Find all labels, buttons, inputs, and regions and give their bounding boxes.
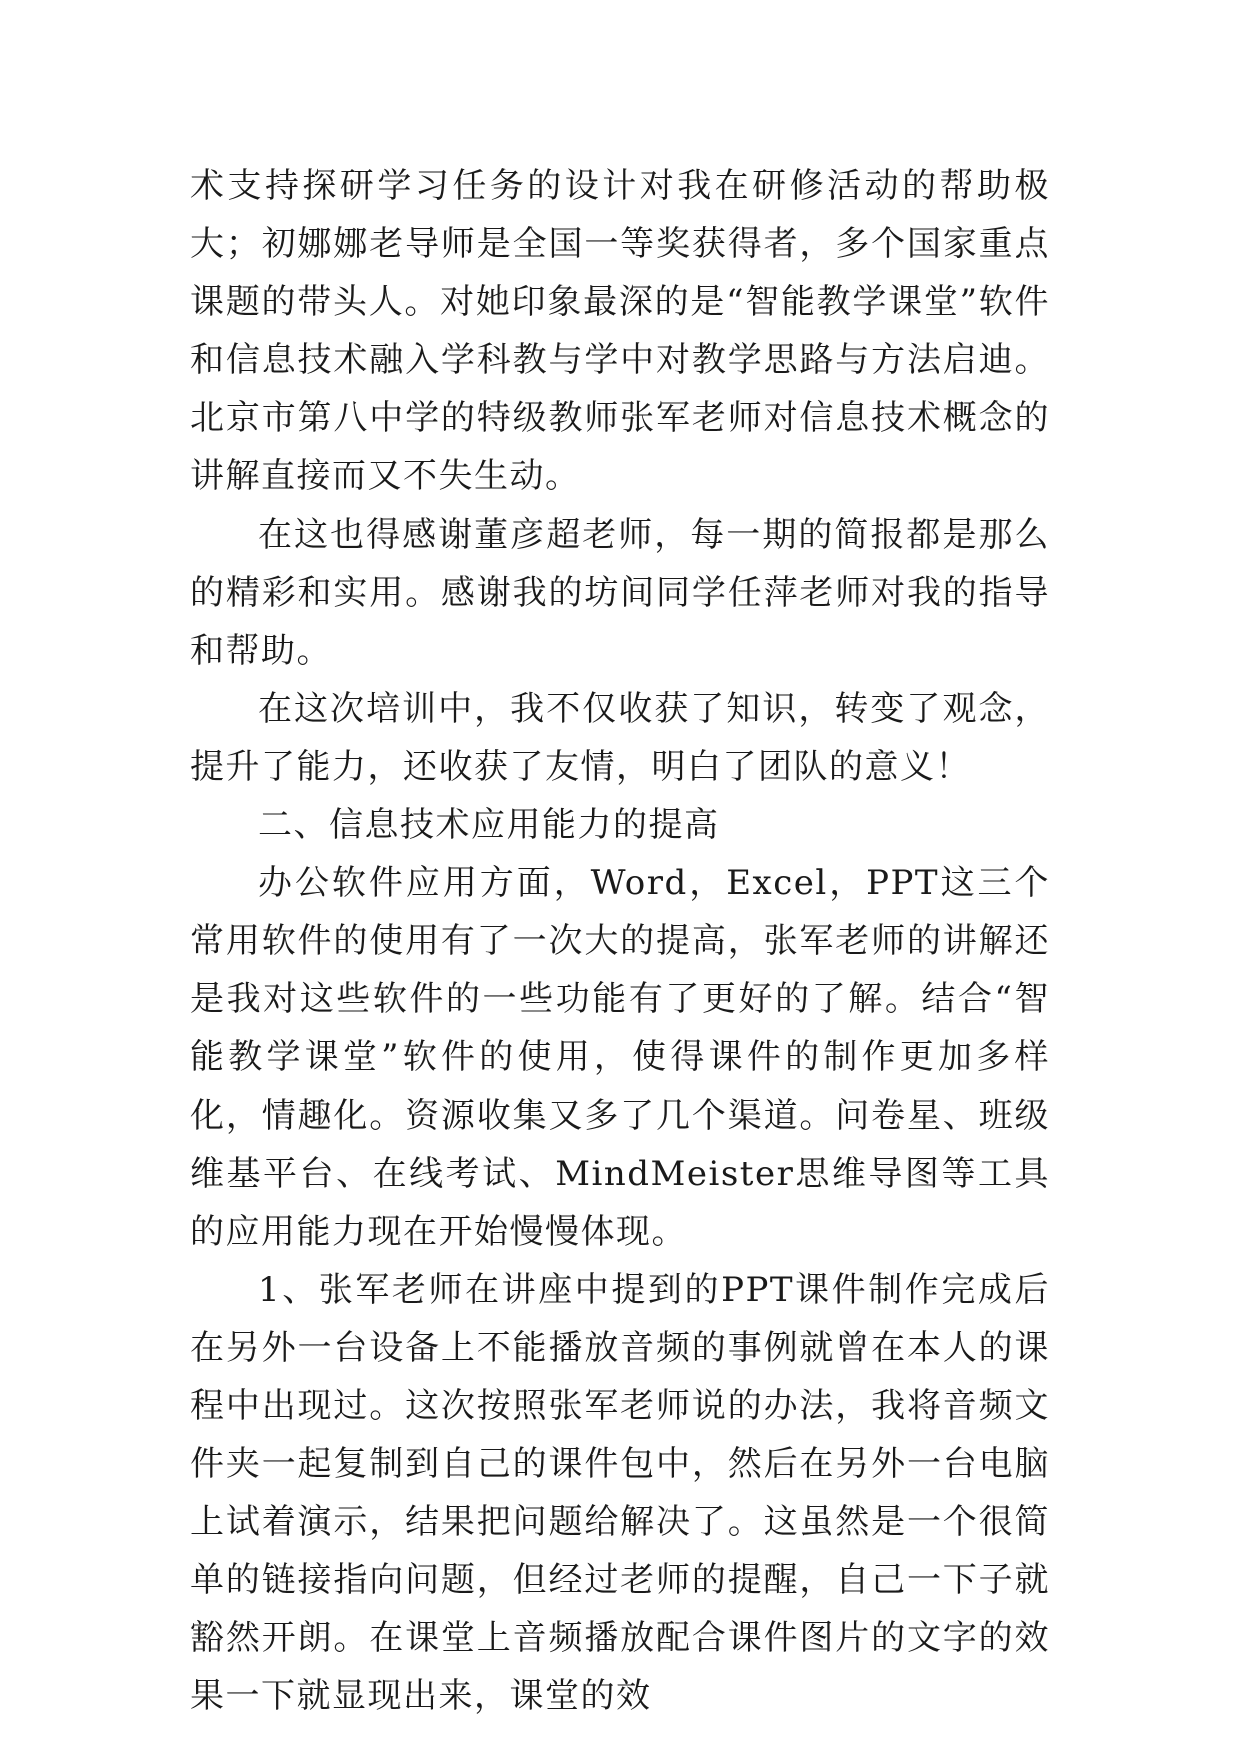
document-body	[190, 157, 1050, 1726]
paragraph-5: 1、张军老师在讲座中提到的PPT课件制作完成后在另外一台设备上不能播放音频的事例就曾在本人的课程中出现过。这次按照张军老师说的办法，我将音频文件夹一起复制到自己的课件包中，然后在另外一台电脑上试着演示，结果把问题给解决了。这虽然是一个很简单的链接指向问题，但经过老师的提醒，自己一下子就豁然开朗。在课堂上音频播放配合课件图片的文字的效果一下就显现出来，课堂的效	[190, 1269, 1050, 1717]
paragraph-1: 术支持探研学习任务的设计对我在研修活动的帮助极大；初娜娜老导师是全国一等奖获得者，多个国家重点课题的带头人。对她印象最深的是“智能教学课堂”软件和信息技术融入学科教与学中对教学思路与方法启迪。北京市第八中学的特级教师张军老师对信息技术概念的讲解直接而又不失生动。	[190, 166, 1050, 497]
section-heading: 二、信息技术应用能力的提高	[258, 805, 720, 846]
paragraph-2: 在这也得感谢董彦超老师，每一期的简报都是那么的精彩和实用。感谢我的坊间同学任萍老师对我的指导和帮助。	[190, 514, 1050, 671]
paragraph-4: 办公软件应用方面，Word，Excel，PPT这三个常用软件的使用有了一次大的提高，张军老师的讲解还是我对这些软件的一些功能有了更好的了解。结合“智能教学课堂”软件的使用，使得课件的制作更加多样化，情趣化。资源收集又多了几个渠道。问卷星、班级维基平台、在线考试、MindMeister思维导图等工具的应用能力现在开始慢慢体现。	[190, 863, 1050, 1252]
paragraph-3: 在这次培训中，我不仅收获了知识，转变了观念，提升了能力，还收获了友情，明白了团队的意义！	[190, 688, 1050, 787]
